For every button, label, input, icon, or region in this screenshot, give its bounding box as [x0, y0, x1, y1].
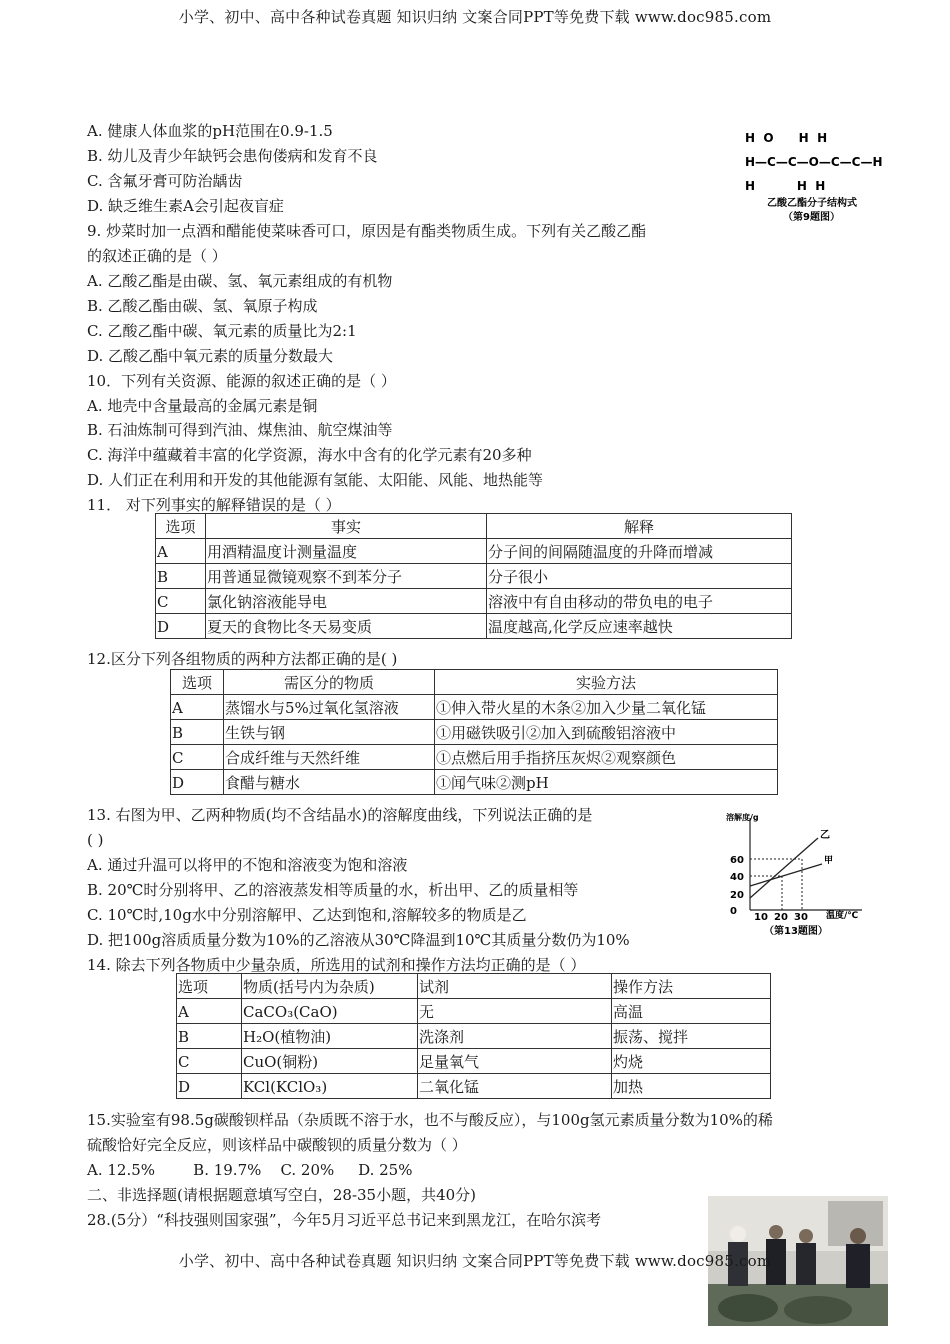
table-cell: B: [177, 1024, 242, 1049]
table-cell: A: [156, 539, 206, 564]
table-cell: CaCO₃(CaO): [242, 999, 418, 1024]
table-header-cell: 解释: [487, 514, 792, 539]
q13-xlabel: 温度/℃: [826, 911, 859, 921]
table-cell: 蒸馏水与5%过氧化氢溶液: [224, 695, 435, 720]
table-cell: 生铁与钢: [224, 720, 435, 745]
q15-stem-line1: 15.实验室有98.5g碳酸钡样品（杂质既不溶于水，也不与酸反应），与100g氢元素质量分数为10%的稀: [87, 1111, 773, 1129]
q15-options: A. 12.5% B. 19.7% C. 20% D. 25%: [87, 1161, 413, 1179]
q8-option-a: A. 健康人体血浆的pH范围在0.9-1.5: [87, 122, 333, 140]
table-cell: A: [177, 999, 242, 1024]
table-cell: CuO(铜粉): [242, 1049, 418, 1074]
table-header-cell: 选项: [177, 974, 242, 999]
table-cell: 高温: [612, 999, 771, 1024]
table-header-cell: 选项: [156, 514, 206, 539]
table-cell: C: [171, 745, 224, 770]
q13-ytick: 40: [730, 872, 744, 883]
table-cell: D: [171, 770, 224, 795]
q15-stem-line2: 硫酸恰好完全反应，则该样品中碳酸钡的质量分数为（ ）: [87, 1136, 467, 1154]
q9-figure-row1: H O H H: [745, 131, 828, 145]
q13-xtick: 20: [774, 912, 788, 923]
q10-option-a: A. 地壳中含量最高的金属元素是铜: [87, 397, 318, 415]
table-cell: 洗涤剂: [418, 1024, 612, 1049]
table-row: [171, 720, 778, 745]
table-row: [171, 745, 778, 770]
table-cell: H₂O(植物油): [242, 1024, 418, 1049]
table-cell: 加热: [612, 1074, 771, 1099]
q10-stem: 10．下列有关资源、能源的叙述正确的是（ ）: [87, 372, 396, 390]
table-cell: 足量氧气: [418, 1049, 612, 1074]
table-row: [156, 564, 792, 589]
table-cell: 氯化钠溶液能导电: [206, 589, 487, 614]
q13-stem-line1: 13. 右图为甲、乙两种物质(均不含结晶水)的溶解度曲线，下列说法正确的是: [87, 806, 593, 824]
table-cell: 用酒精温度计测量温度: [206, 539, 487, 564]
table-row: [177, 1024, 771, 1049]
q8-option-b: B. 幼儿及青少年缺钙会患佝偻病和发育不良: [87, 147, 378, 165]
table-header-row: [156, 514, 792, 539]
q11-table: [155, 513, 792, 639]
table-header-cell: 物质(括号内为杂质): [242, 974, 418, 999]
q13-ylabel: 溶解度/g: [726, 813, 759, 822]
table-cell: C: [177, 1049, 242, 1074]
q9-stem-line1: 9. 炒菜时加一点酒和醋能使菜味香可口，原因是有酯类物质生成。下列有关乙酸乙酯: [87, 222, 647, 240]
q13-figure-caption: （第13题图）: [764, 926, 828, 937]
table-cell: ①伸入带火星的木条②加入少量二氧化锰: [435, 695, 778, 720]
q10-option-d: D. 人们正在利用和开发的其他能源有氢能、太阳能、风能、地热能等: [87, 471, 544, 489]
q13-ytick: 0: [730, 906, 737, 917]
table-header-cell: 操作方法: [612, 974, 771, 999]
q9-figure-label: （第9题图）: [783, 212, 840, 223]
table-cell: KCl(KClO₃): [242, 1074, 418, 1099]
q13-label-yi: 乙: [820, 830, 830, 841]
q13-option-d: D. 把100g溶质质量分数为10%的乙溶液从30℃降温到10℃其质量分数仍为10%: [87, 931, 630, 949]
q11-stem: 11． 对下列事实的解释错误的是（ ）: [87, 496, 341, 514]
q28-stem: 28.(5分）“科技强则国家强”，今年5月习近平总书记来到黑龙江，在哈尔滨考: [87, 1211, 602, 1229]
table-cell: 分子间的间隔随温度的升降而增减: [487, 539, 792, 564]
table-cell: 温度越高,化学反应速率越快: [487, 614, 792, 639]
table-cell: 溶液中有自由移动的带负电的电子: [487, 589, 792, 614]
table-row: [171, 695, 778, 720]
table-header-cell: 事实: [206, 514, 487, 539]
table-header-row: [177, 974, 771, 999]
table-cell: C: [156, 589, 206, 614]
table-header-row: [171, 670, 778, 695]
table-cell: ①闻气味②测pH: [435, 770, 778, 795]
q14-stem: 14. 除去下列各物质中少量杂质，所选用的试剂和操作方法均正确的是（ ）: [87, 956, 586, 974]
q13-xtick: 10: [754, 912, 768, 923]
q9-option-b: B. 乙酸乙酯由碳、氢、氧原子构成: [87, 297, 318, 315]
table-cell: B: [156, 564, 206, 589]
table-row: [177, 999, 771, 1024]
table-cell: B: [171, 720, 224, 745]
table-cell: 灼烧: [612, 1049, 771, 1074]
q13-label-jia: 甲: [824, 856, 834, 866]
q13-option-b: B. 20℃时分别将甲、乙的溶液蒸发相等质量的水，析出甲、乙的质量相等: [87, 881, 579, 899]
q12-table: [170, 669, 778, 795]
table-cell: ①点燃后用手指挤压灰烬②观察颜色: [435, 745, 778, 770]
q9-structure-figure: [745, 128, 885, 224]
q9-stem-line2: 的叙述正确的是（ ）: [87, 247, 227, 265]
table-cell: 食醋与糖水: [224, 770, 435, 795]
table-header-cell: 需区分的物质: [224, 670, 435, 695]
q9-figure-caption: 乙酸乙酯分子结构式: [767, 198, 857, 209]
q9-option-d: D. 乙酸乙酯中氧元素的质量分数最大: [87, 347, 334, 365]
q13-ytick: 20: [730, 890, 744, 901]
q13-option-c: C. 10℃时,10g水中分别溶解甲、乙达到饱和,溶解较多的物质是乙: [87, 906, 527, 924]
page-header: 小学、初中、高中各种试卷真题 知识归纳 文案合同PPT等免费下载 www.doc985.com: [178, 8, 772, 26]
table-row: [156, 589, 792, 614]
q13-curve-jia: [750, 864, 822, 886]
section-2-heading: 二、非选择题(请根据题意填写空白，28-35小题，共40分): [87, 1186, 477, 1204]
table-header-cell: 试剂: [418, 974, 612, 999]
table-cell: 无: [418, 999, 612, 1024]
table-cell: 振荡、搅拌: [612, 1024, 771, 1049]
table-cell: D: [177, 1074, 242, 1099]
q13-xtick: 30: [794, 912, 808, 923]
table-cell: 用普通显微镜观察不到苯分子: [206, 564, 487, 589]
table-row: [177, 1049, 771, 1074]
table-row: [171, 770, 778, 795]
q9-figure-row2: H—C—C—O—C—C—H: [745, 155, 883, 169]
q8-option-d: D. 缺乏维生素A会引起夜盲症: [87, 197, 284, 215]
table-header-cell: 选项: [171, 670, 224, 695]
q13-option-a: A. 通过升温可以将甲的不饱和溶液变为饱和溶液: [87, 856, 408, 874]
q9-figure-row3: H H H: [745, 179, 826, 193]
table-row: [177, 1074, 771, 1099]
table-cell: A: [171, 695, 224, 720]
table-row: [156, 614, 792, 639]
table-row: [156, 539, 792, 564]
table-header-cell: 实验方法: [435, 670, 778, 695]
q10-option-b: B. 石油炼制可得到汽油、煤焦油、航空煤油等: [87, 421, 393, 439]
q13-stem-line2: ( ): [87, 831, 104, 849]
q10-option-c: C. 海洋中蕴藏着丰富的化学资源，海水中含有的化学元素有20多种: [87, 446, 532, 464]
table-cell: ①用磁铁吸引②加入到硫酸铝溶液中: [435, 720, 778, 745]
table-cell: 二氧化锰: [418, 1074, 612, 1099]
q9-option-a: A. 乙酸乙酯是由碳、氢、氧元素组成的有机物: [87, 272, 393, 290]
q8-option-c: C. 含氟牙膏可防治龋齿: [87, 172, 243, 190]
table-cell: 合成纤维与天然纤维: [224, 745, 435, 770]
q13-solubility-figure: [722, 810, 872, 938]
table-cell: D: [156, 614, 206, 639]
table-cell: 分子很小: [487, 564, 792, 589]
table-cell: 夏天的食物比冬天易变质: [206, 614, 487, 639]
q14-table: [176, 973, 771, 1099]
q9-option-c: C. 乙酸乙酯中碳、氧元素的质量比为2:1: [87, 322, 357, 340]
page-footer: 小学、初中、高中各种试卷真题 知识归纳 文案合同PPT等免费下载 www.doc985.com: [178, 1252, 772, 1270]
q13-ytick: 60: [730, 855, 744, 866]
q12-stem: 12.区分下列各组物质的两种方法都正确的是( ): [87, 650, 398, 668]
